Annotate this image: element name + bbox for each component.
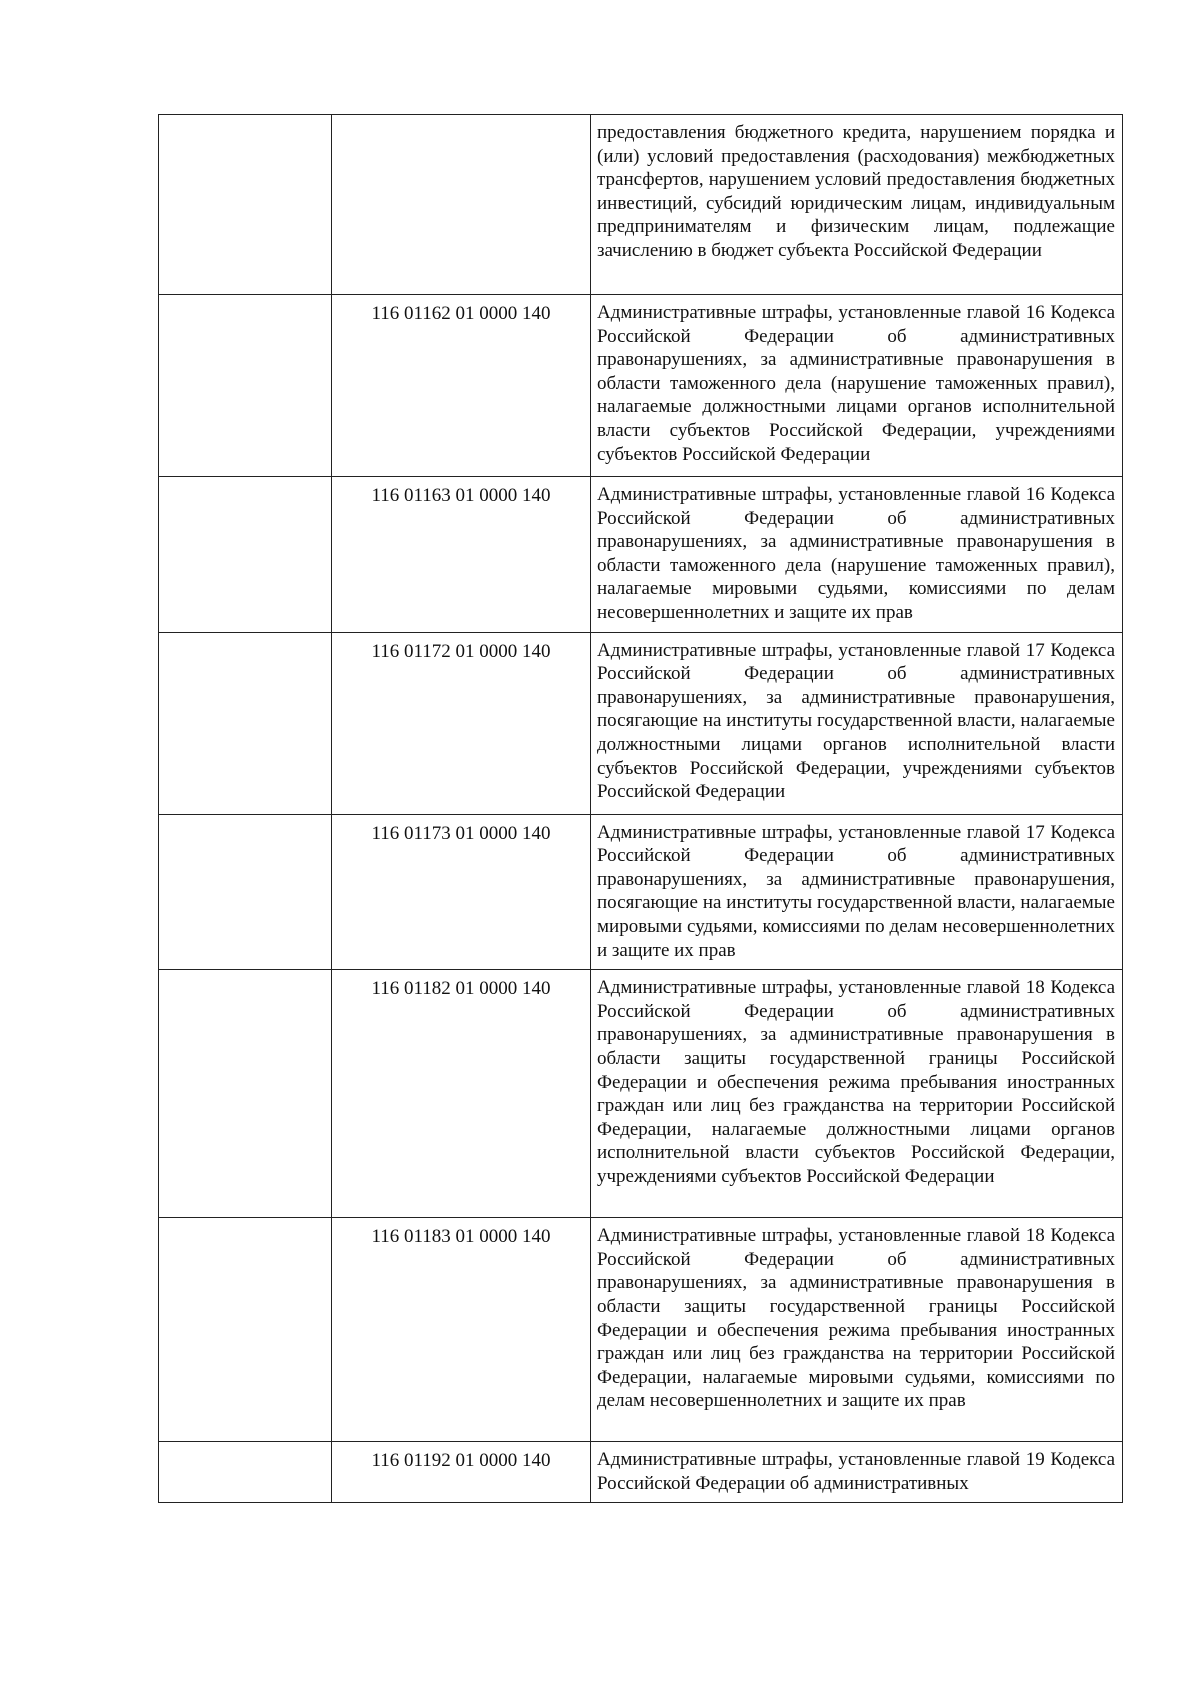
description-text: Административные штрафы, установленные главой 16 Кодекса Российской Федерации об административных правонарушениях, за административные правонарушения в области таможенного дела (нарушение таможенных правил), налагаемые должностными лицами органов исполнительной власти субъектов Российской Федерации, учреждениями субъектов Российской Федерации <box>597 302 1115 465</box>
table-row <box>159 1442 1123 1503</box>
table-row <box>159 814 1123 970</box>
empty-cell <box>159 1218 332 1442</box>
code-cell: 116 01163 01 0000 140 <box>332 477 591 633</box>
description-text: Административные штрафы, установленные главой 17 Кодекса Российской Федерации об административных правонарушениях, за административные правонарушения, посягающие на институты государственной власти, налагаемые должностными лицами органов исполнительной власти субъектов Российской Федерации, учреждениями субъектов Российской Федерации <box>597 639 1115 803</box>
revenue-codes-table <box>158 114 1123 1503</box>
code-cell: 116 01192 01 0000 140 <box>332 1442 591 1503</box>
description-cell <box>591 477 1123 633</box>
description-text: Административные штрафы, установленные главой 16 Кодекса Российской Федерации об административных правонарушениях, за административные правонарушения в области таможенного дела (нарушение таможенных правил), налагаемые мировыми судьями, комиссиями по делам несовершеннолетних и защите их прав <box>597 484 1115 623</box>
description-cell <box>591 1218 1123 1442</box>
code-cell <box>332 115 591 295</box>
empty-cell <box>159 477 332 633</box>
description-text: Административные штрафы, установленные главой 17 Кодекса Российской Федерации об административных правонарушениях, за административные правонарушения, посягающие на институты государственной власти, налагаемые мировыми судьями, комиссиями по делам несовершеннолетних и защите их прав <box>597 821 1115 961</box>
description-cell <box>591 1442 1123 1503</box>
table-row <box>159 1218 1123 1442</box>
empty-cell <box>159 1442 332 1503</box>
description-text: Административные штрафы, установленные главой 18 Кодекса Российской Федерации об административных правонарушениях, за административные правонарушения в области защиты государственной границы Российской Федерации и обеспечения режима пребывания иностранных граждан или лиц без гражданства на территории Российской Федерации, налагаемые мировыми судьями, комиссиями по делам несовершеннолетних и защите их прав <box>597 1225 1115 1412</box>
table-row <box>159 632 1123 814</box>
code-cell: 116 01173 01 0000 140 <box>332 814 591 970</box>
empty-cell <box>159 970 332 1218</box>
table-row <box>159 295 1123 477</box>
code-cell: 116 01182 01 0000 140 <box>332 970 591 1218</box>
code-cell: 116 01172 01 0000 140 <box>332 632 591 814</box>
table-row <box>159 115 1123 295</box>
description-cell <box>591 295 1123 477</box>
table-row <box>159 477 1123 633</box>
empty-cell <box>159 295 332 477</box>
empty-cell <box>159 814 332 970</box>
description-text: Административные штрафы, установленные главой 19 Кодекса Российской Федерации об административных <box>597 1449 1115 1494</box>
code-cell: 116 01183 01 0000 140 <box>332 1218 591 1442</box>
description-cell <box>591 115 1123 295</box>
description-cell <box>591 970 1123 1218</box>
code-cell: 116 01162 01 0000 140 <box>332 295 591 477</box>
table-row <box>159 970 1123 1218</box>
empty-cell <box>159 632 332 814</box>
empty-cell <box>159 115 332 295</box>
description-text: Административные штрафы, установленные главой 18 Кодекса Российской Федерации об административных правонарушениях, за административные правонарушения в области защиты государственной границы Российской Федерации и обеспечения режима пребывания иностранных граждан или лиц без гражданства на территории Российской Федерации, налагаемые должностными лицами органов исполнительной власти субъектов Российской Федерации, учреждениями субъектов Российской Федерации <box>597 977 1115 1187</box>
description-cell <box>591 632 1123 814</box>
description-cell <box>591 814 1123 970</box>
description-text: предоставления бюджетного кредита, нарушением порядка и (или) условий предоставления (расходования) межбюджетных трансфертов, нарушением условий предоставления бюджетных инвестиций, субсидий юридическим лицам, индивидуальным предпринимателям и физическим лицам, подлежащие зачислению в бюджет субъекта Российской Федерации <box>597 122 1115 261</box>
